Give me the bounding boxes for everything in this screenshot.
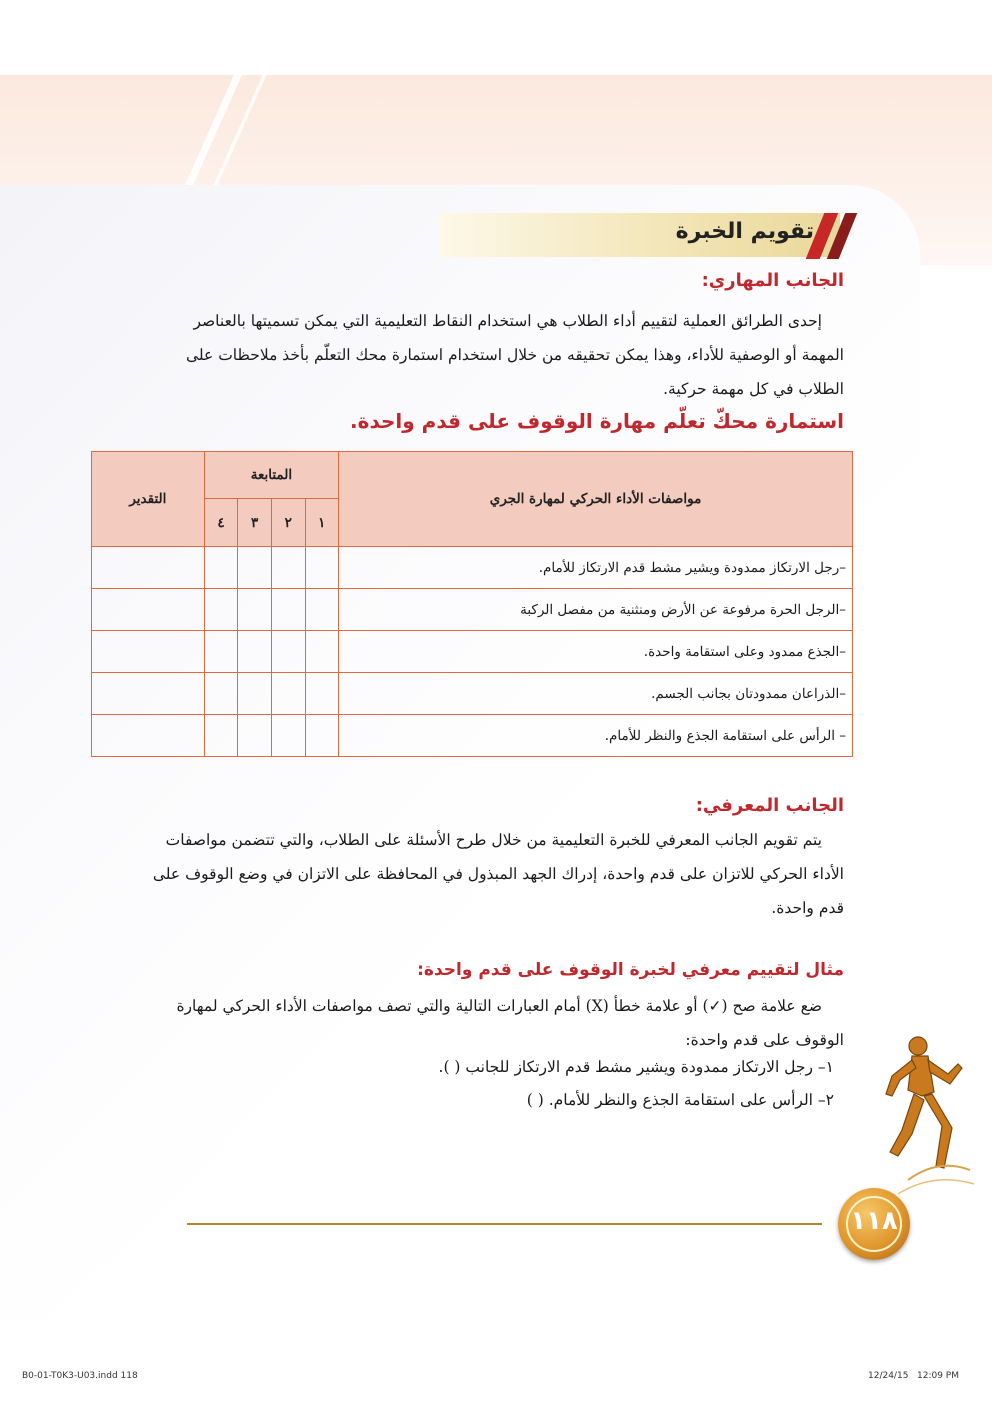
paragraph-line: المهمة أو الوصفية للأداء، وهذا يمكن تحقيقه من خلال استخدام استمارة محك التعلّم بأخذ ملاحظات على (185, 346, 844, 364)
cognitive-heading: الجانب المعرفي: (695, 795, 844, 816)
follow-number: ٣ (238, 499, 272, 547)
page-number: ١١٨ (850, 1206, 898, 1236)
mark-cell[interactable] (204, 715, 238, 757)
grade-cell[interactable] (92, 715, 205, 757)
mark-cell[interactable] (238, 631, 272, 673)
mark-cell[interactable] (271, 631, 305, 673)
criterion-cell: –الذراعان ممدودتان بجانب الجسم. (339, 673, 853, 715)
example-heading: مثال لتقييم معرفي لخبرة الوقوف على قدم واحدة: (417, 960, 844, 980)
skill-paragraph (92, 304, 844, 406)
cognitive-paragraph (92, 823, 844, 925)
paragraph-line: ضع علامة صح (✓) أو علامة خطأ (X) أمام العبارات التالية والتي تصف مواصفات الأداء الحركي لمهارة (176, 997, 822, 1015)
form-title: استمارة محكّ تعلّم مهارة الوقوف على قدم واحدة. (350, 409, 844, 433)
paragraph-line: يتم تقويم الجانب المعرفي للخبرة التعليمية من خلال طرح الأسئلة على الطلاب، والتي تتضمن مواصفات (165, 831, 822, 849)
grade-cell[interactable] (92, 547, 205, 589)
table-row (92, 589, 853, 631)
section-title: تقويم الخبرة (675, 219, 814, 244)
criterion-cell: –الجذع ممدود وعلى استقامة واحدة. (339, 631, 853, 673)
paragraph-line: الأداء الحركي للاتزان على قدم واحدة، إدراك الجهد المبذول في المحافظة على الاتزان في وضع الوقوف على (152, 865, 844, 883)
mark-cell[interactable] (271, 589, 305, 631)
mark-cell[interactable] (305, 673, 339, 715)
follow-number: ٤ (204, 499, 238, 547)
mark-cell[interactable] (238, 673, 272, 715)
print-slug-file: B0-01-T0K3-U03.indd 118 (22, 1371, 138, 1381)
mark-cell[interactable] (204, 589, 238, 631)
mark-cell[interactable] (204, 673, 238, 715)
criterion-cell: –رجل الارتكاز ممدودة ويشير مشط قدم الارتكاز للأمام. (339, 547, 853, 589)
mark-cell[interactable] (305, 589, 339, 631)
mark-cell[interactable] (238, 547, 272, 589)
follow-header: المتابعة (204, 452, 338, 499)
mark-cell[interactable] (271, 715, 305, 757)
mark-cell[interactable] (204, 631, 238, 673)
skill-heading: الجانب المهاري: (701, 270, 844, 291)
paragraph-line: الوقوف على قدم واحدة: (685, 1031, 844, 1049)
paragraph-line: إحدى الطرائق العملية لتقييم أداء الطلاب هي استخدام النقاط التعليمية التي يمكن تسميتها بالعناصر (193, 312, 822, 330)
table-row (92, 673, 853, 715)
criterion-cell: –الرجل الحرة مرفوعة عن الأرض ومنثنية من مفصل الركبة (339, 589, 853, 631)
paragraph-line: الطلاب في كل مهمة حركية. (663, 380, 844, 398)
criterion-cell: – الرأس على استقامة الجذع والنظر للأمام. (339, 715, 853, 757)
table-row (92, 631, 853, 673)
mark-cell[interactable] (204, 547, 238, 589)
mark-cell[interactable] (271, 547, 305, 589)
desc-header: مواصفات الأداء الحركي لمهارة الجري (339, 452, 853, 547)
footer-rule (187, 1223, 822, 1225)
evaluation-table (91, 451, 853, 757)
table-row (92, 715, 853, 757)
grade-cell[interactable] (92, 589, 205, 631)
follow-number: ١ (305, 499, 339, 547)
table-row (92, 547, 853, 589)
mark-cell[interactable] (305, 547, 339, 589)
mark-cell[interactable] (271, 673, 305, 715)
mark-cell[interactable] (238, 589, 272, 631)
mark-cell[interactable] (238, 715, 272, 757)
mark-cell[interactable] (305, 631, 339, 673)
example-paragraph (92, 989, 844, 1057)
example-item: ٢– الرأس على استقامة الجذع والنظر للأمام. ( ) (526, 1091, 834, 1109)
mark-cell[interactable] (305, 715, 339, 757)
grade-header: التقدير (92, 452, 205, 547)
print-slug-date: 12/24/15 12:09 PM (868, 1371, 959, 1381)
runner-illustration-icon (878, 1030, 978, 1200)
grade-cell[interactable] (92, 631, 205, 673)
paragraph-line: قدم واحدة. (771, 899, 844, 917)
grade-cell[interactable] (92, 673, 205, 715)
example-item: ١– رجل الارتكاز ممدودة ويشير مشط قدم الارتكاز للجانب ( ). (438, 1058, 834, 1076)
follow-number: ٢ (271, 499, 305, 547)
